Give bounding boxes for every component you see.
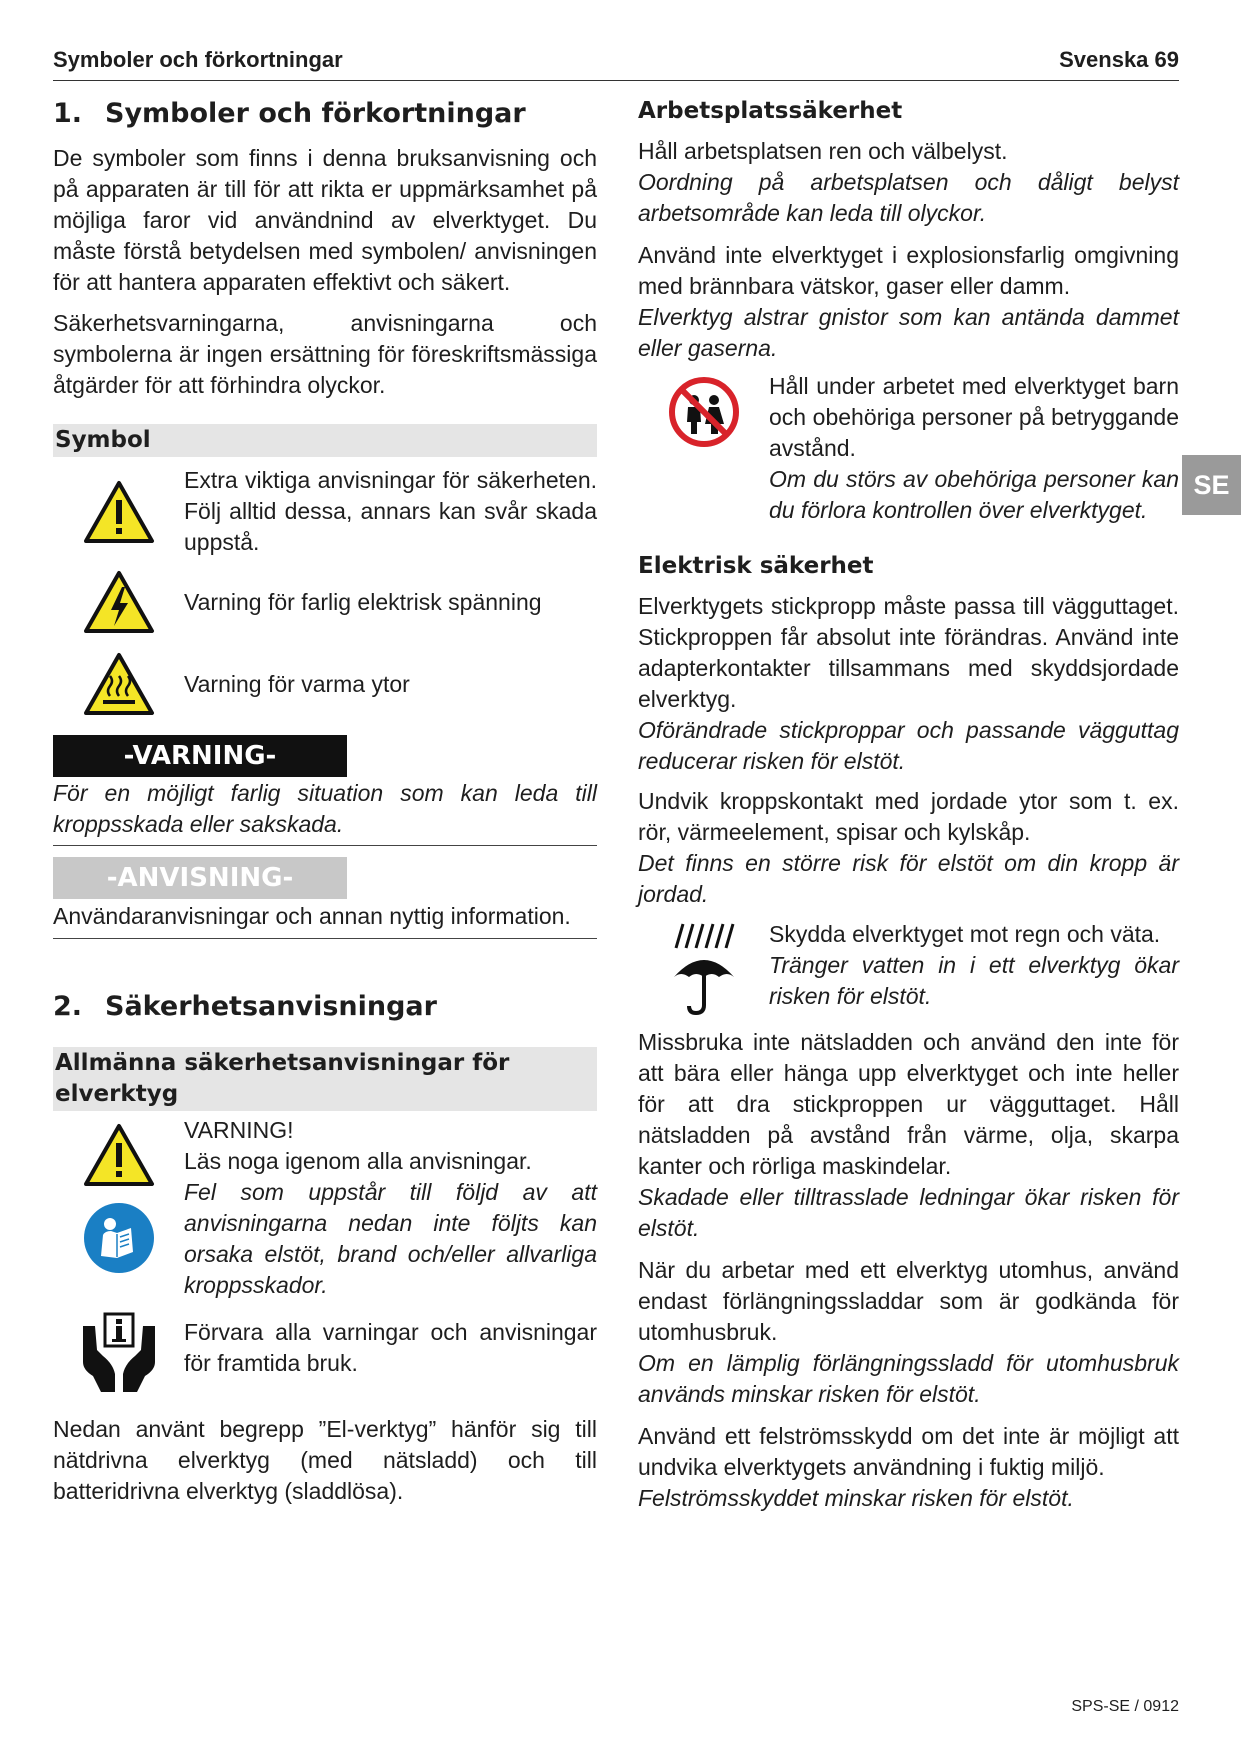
general-safety-heading: Allmänna säkerhetsanvisningar för elverktyg [53, 1047, 597, 1111]
symbol-row-voltage [53, 570, 597, 634]
workplace-safety-heading: Arbetsplatssäkerhet [638, 98, 903, 124]
warning-divider [53, 845, 597, 846]
header-title: Symboler och förkortningar [53, 47, 343, 72]
electrical-safety-heading: Elektrisk säkerhet [638, 553, 874, 579]
section-1-number: 1. [53, 98, 83, 129]
bystanders-block [638, 371, 1179, 526]
electrical-rule-4-reason: Skadade eller tilltrasslade ledningar ökar risken för elstöt. [638, 1184, 1179, 1241]
right-column [638, 96, 1179, 1514]
keep-instructions-icon [53, 1312, 184, 1394]
warning-description: För en möjligt farlig situation som kan leda till kroppsskada eller sakskada. [53, 780, 597, 837]
electrical-rule-6-reason: Felströmsskyddet minskar risken för elstöt. [638, 1485, 1074, 1511]
workplace-rule-2-reason: Elverktyg alstrar gnistor som kan antända dammet eller gaserna. [638, 304, 1179, 361]
keep-dry-icon [638, 919, 769, 1017]
electrical-rule-6: Använd ett felströmsskydd om det inte är möjligt att undvika elverktygets användning i fuktig miljö. [638, 1423, 1179, 1480]
rain-block [638, 919, 1179, 1017]
keep-children-away-icon [638, 371, 769, 526]
warning-word: VARNING! [184, 1117, 294, 1143]
read-instructions-block [53, 1115, 597, 1301]
note-banner: -ANVISNING- [53, 857, 347, 899]
header-divider [53, 80, 1179, 81]
keep-instructions-text: Förvara alla varningar och anvisningar för framtida bruk. [184, 1319, 597, 1376]
symbol-text-voltage: Varning för farlig elektrisk spänning [184, 588, 542, 615]
electrical-rule-1: Elverktygets stickpropp måste passa till vägguttaget. Stickproppen får absolut inte förändras. Använd inte adapterkontakter tillsammans med skyddsjordade elverktyg. [638, 593, 1179, 712]
symbol-text-warning: Extra viktiga anvisningar för säkerheten. Följ alltid dessa, annars kan svår skada uppstå. [184, 467, 597, 555]
warning-triangle-icon [83, 1123, 155, 1192]
footer-document-code: SPS-SE / 0912 [1071, 1698, 1179, 1715]
electric-voltage-icon [53, 570, 184, 634]
electrical-rule-5-reason: Om en lämplig förlängningssladd för utomhusbruk används minskar risken för elstöt. [638, 1350, 1179, 1407]
workplace-rule-3-reason: Om du störs av obehöriga personer kan du förlora kontrollen över elverktyget. [769, 466, 1179, 523]
section-1-title: Symboler och förkortningar [105, 98, 526, 129]
read-all-consequence: Fel som uppstår till följd av att anvisningarna nedan inte följts kan orsaka elstöt, brand och/eller allvarliga kroppsskador. [184, 1179, 597, 1298]
symbol-row-hot-surface [53, 652, 597, 716]
electrical-rule-3: Skydda elverktyget mot regn och väta. [769, 921, 1161, 947]
section-2-heading [53, 989, 597, 1025]
warning-triangle-icon [53, 480, 184, 544]
electrical-rule-3-reason: Tränger vatten in i ett elverktyg ökar risken för elstöt. [769, 952, 1179, 1009]
electrical-rule-1-reason: Oförändrade stickproppar och passande vägguttag reducerar risken för elstöt. [638, 717, 1179, 774]
power-tool-definition: Nedan använt begrepp ”El-verktyg” hänför sig till nätdrivna elverktyg (med nätsladd) och till batteridrivna elverktyg (sladdlösa). [53, 1416, 597, 1504]
left-column [53, 96, 597, 1507]
electrical-rule-4: Missbruka inte nätsladden och använd den inte för att bära eller hänga upp elverktyget och inte heller för att dra stickproppen ur vägguttaget. Håll nätsladden på avstånd från värme, olja, skarpa kanter och rörliga maskindelar. [638, 1029, 1179, 1179]
workplace-rule-1: Håll arbetsplatsen ren och välbelyst. [638, 138, 1008, 164]
section-2-title: Säkerhetsanvisningar [105, 991, 437, 1022]
hot-surface-icon [53, 652, 184, 716]
symbol-row-warning [53, 465, 597, 558]
section-2-number: 2. [53, 991, 83, 1022]
warning-banner: -VARNING- [53, 735, 347, 777]
workplace-rule-3: Håll under arbetet med elverktyget barn och obehöriga personer på betryggande avstånd. [769, 373, 1179, 461]
keep-instructions-block [53, 1312, 597, 1394]
read-manual-icon [83, 1202, 155, 1279]
header-page-label: Svenska 69 [1059, 47, 1179, 72]
symbol-heading: Symbol [53, 424, 597, 457]
language-tab: SE [1182, 455, 1241, 515]
electrical-rule-2-reason: Det finns en större risk för elstöt om din kropp är jordad. [638, 850, 1179, 907]
intro-paragraph-1: De symboler som finns i denna bruksanvisning och på apparaten är till för att rikta er uppmärksamhet på möjliga faror vid användnind av elverktyget. Du måste förstå betydelsen med symbolen/ anvisningen för att hantera apparaten effektivt och säkert. [53, 145, 597, 295]
intro-paragraph-2: Säkerhetsvarningarna, anvisningarna och symbolerna är ingen ersättning för föreskriftsmässiga åtgärder för att förhindra olyckor. [53, 310, 597, 398]
read-all-instruction: Läs noga igenom alla anvisningar. [184, 1148, 532, 1174]
symbol-text-hot-surface: Varning för varma ytor [184, 670, 410, 697]
read-instructions-icons [53, 1115, 184, 1301]
section-1-heading [53, 96, 597, 132]
note-divider [53, 938, 597, 939]
note-description: Användaranvisningar och annan nyttig information. [53, 903, 571, 929]
electrical-rule-5: När du arbetar med ett elverktyg utomhus, använd endast förlängningssladdar som är godkända för utomhusbruk. [638, 1257, 1179, 1345]
electrical-rule-2: Undvik kroppskontakt med jordade ytor som t. ex. rör, värmeelement, spisar och kylskåp. [638, 788, 1179, 845]
workplace-rule-2: Använd inte elverktyget i explosionsfarlig omgivning med brännbara vätskor, gaser eller damm. [638, 242, 1179, 299]
workplace-rule-1-reason: Oordning på arbetsplatsen och dåligt belyst arbetsområde kan leda till olyckor. [638, 169, 1179, 226]
